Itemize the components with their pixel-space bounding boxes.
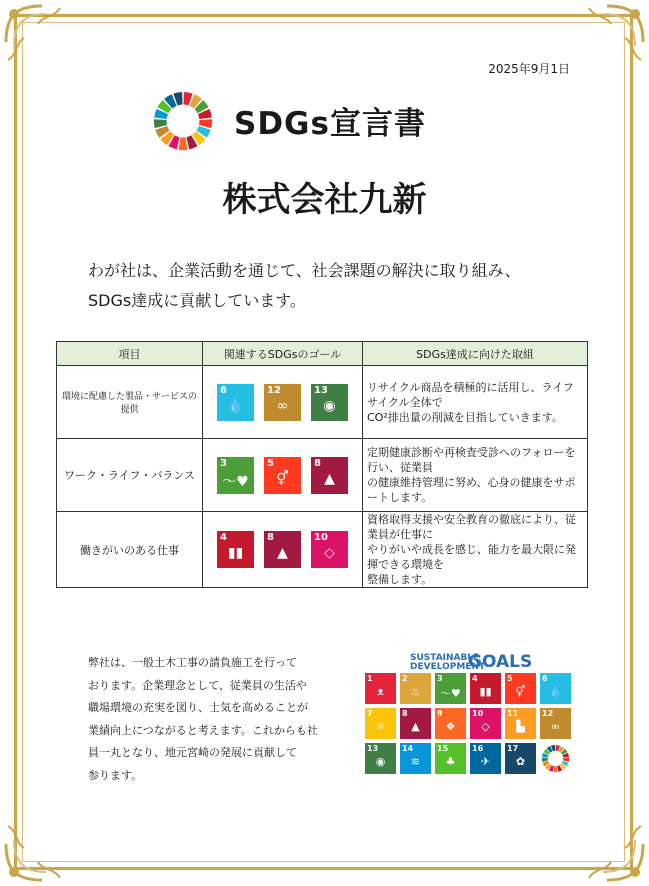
goal-number: 8	[267, 532, 274, 543]
goal-symbol-icon: ◉	[375, 755, 386, 768]
table-row	[57, 512, 588, 588]
goal-number: 5	[267, 457, 274, 469]
goal-symbol-icon: ∞	[276, 397, 289, 414]
closing-line: 弊社は、一般土木工事の請負施工を行って	[88, 656, 297, 669]
goal-number: 17	[507, 744, 519, 753]
row-goals	[203, 512, 363, 588]
goal-symbol-icon: ▙	[516, 720, 525, 733]
row-goals	[203, 366, 363, 439]
goal-number: 4	[472, 674, 478, 683]
goal-symbol-icon: ◇	[324, 545, 335, 561]
sdg-goal-icon	[217, 457, 254, 494]
sdg-goal-icon	[311, 531, 348, 568]
closing-statement	[88, 652, 320, 787]
row-goals	[203, 439, 363, 512]
goal-icons	[207, 384, 358, 421]
goal-number: 9	[437, 709, 443, 718]
goal-number: 8	[314, 457, 321, 469]
document-date: 2025年9月1日	[488, 62, 570, 76]
goal-number: 7	[367, 709, 373, 718]
goal-number: 1	[367, 674, 373, 683]
sdgs-goals-grid	[365, 673, 571, 774]
sdg-goal-tile	[435, 673, 466, 704]
sdg-goal-tile	[470, 743, 501, 774]
row-item: 環境に配慮した製品・サービスの提供	[57, 366, 203, 439]
goal-number: 16	[472, 744, 484, 753]
row-item: ワーク・ライフ・バランス	[57, 439, 203, 512]
goal-symbol-icon: 💧	[226, 397, 245, 414]
action-line: リサイクル商品を積極的に活用し、ライフサイクル全体で	[367, 380, 574, 409]
logo-goals-text: GOALS	[468, 652, 533, 672]
goal-number: 10	[472, 709, 484, 718]
sdg-goal-icon	[311, 457, 348, 494]
sdg-goal-icon	[217, 531, 254, 568]
header-goals: 関連するSDGsのゴール	[203, 342, 363, 366]
goal-number: 15	[437, 744, 449, 753]
intro-line: SDGs達成に貢献しています。	[88, 291, 306, 310]
logo-line-development: DEVELOPMENT	[410, 662, 486, 672]
goal-symbol-icon: ⚥	[276, 470, 289, 487]
goal-number: 4	[220, 532, 227, 543]
sdg-goal-tile	[505, 743, 536, 774]
goal-number: 11	[507, 709, 519, 718]
closing-line: 参ります。	[88, 768, 143, 782]
goal-number: 13	[314, 384, 328, 396]
sdg-goal-tile	[435, 743, 466, 774]
header-item: 項目	[57, 342, 203, 366]
company-name: 株式会社九新	[222, 180, 427, 220]
closing-line: 員一丸となり、地元宮崎の発展に貢献して	[88, 746, 297, 759]
sdg-goal-tile	[540, 708, 571, 739]
corner-flourish-icon	[2, 814, 72, 884]
goal-symbol-icon: ☼	[375, 720, 386, 733]
action-line: 整備します。	[367, 573, 433, 586]
goal-icons	[207, 531, 358, 568]
sdg-goal-icon	[264, 384, 301, 421]
sdg-goal-tile	[435, 708, 466, 739]
sdg-goal-tile	[505, 708, 536, 739]
wheel-segment	[553, 766, 557, 772]
action-line: 資格取得支援や安全教育の徹底により、従業員が仕事に	[367, 513, 576, 541]
goal-symbol-icon: ▲	[411, 720, 420, 733]
document-heading: SDGs宣言書	[234, 106, 426, 142]
action-line: の健康維持管理に努め、心身の健康をサポートします。	[367, 476, 576, 504]
action-line: CO²排出量の削減を目指していきます。	[367, 410, 563, 424]
goal-number: 8	[402, 709, 408, 718]
goal-symbol-icon: ∞	[550, 720, 561, 733]
sdgs-wheel-icon	[540, 743, 571, 774]
row-actions	[363, 512, 588, 588]
goal-symbol-icon: ▲	[324, 470, 335, 487]
table-row	[57, 366, 588, 439]
goal-symbol-icon: 〜♥	[222, 473, 249, 490]
sdg-goal-tile	[365, 673, 396, 704]
sdg-goal-icon	[217, 384, 254, 421]
goal-number: 6	[220, 384, 227, 396]
goal-symbol-icon: ◇	[481, 720, 490, 733]
sdgs-wheel-icon	[152, 90, 214, 152]
goal-symbol-icon: 〜♥	[440, 687, 461, 700]
sdgs-goals-logo	[410, 652, 533, 672]
goal-symbol-icon: ❖	[445, 720, 456, 733]
goal-symbol-icon: ▮▮	[227, 545, 244, 561]
goal-number: 2	[402, 674, 408, 683]
goal-symbol-icon: ≋	[410, 755, 421, 768]
sdg-goal-icon	[264, 531, 301, 568]
goal-number: 10	[314, 532, 328, 543]
corner-flourish-icon	[2, 2, 72, 72]
sdg-goal-icon	[264, 457, 301, 494]
table-row	[57, 439, 588, 512]
closing-line: 職場環境の充実を図り、士気を高めることが	[88, 701, 308, 714]
goal-symbol-icon: ✿	[515, 755, 526, 768]
closing-line: おります。企業理念として、従業員の生活や	[88, 678, 307, 692]
goal-symbol-icon: ♨	[410, 685, 421, 698]
goal-symbol-icon: 💧	[548, 685, 563, 698]
goal-symbol-icon: ▮▮	[479, 685, 492, 698]
goal-symbol-icon: ◉	[323, 397, 336, 414]
corner-flourish-icon	[577, 814, 647, 884]
sdg-goal-tile	[400, 673, 431, 704]
goal-number: 12	[542, 709, 554, 718]
goal-symbol-icon: ⚥	[515, 685, 526, 698]
intro-statement	[88, 256, 578, 316]
sdg-goal-tile	[400, 743, 431, 774]
sdg-goal-tile	[470, 708, 501, 739]
goal-symbol-icon: ᴥ	[377, 685, 384, 698]
goal-number: 13	[367, 744, 379, 753]
sdgs-goals-table	[56, 341, 588, 588]
sdg-goal-tile	[365, 743, 396, 774]
sdg-goal-tile	[365, 708, 396, 739]
intro-line: わが社は、企業活動を通じて、社会課題の解決に取り組み、	[88, 261, 521, 280]
row-item: 働きがいのある仕事	[57, 512, 203, 588]
row-actions	[363, 366, 588, 439]
sdg-goal-tile	[400, 708, 431, 739]
logo-line-sustainable: SUSTAINABLE	[410, 653, 480, 663]
goal-number: 12	[267, 384, 281, 396]
closing-line: 業績向上につながると考えます。これからも社	[88, 723, 318, 737]
goal-symbol-icon: ▲	[277, 545, 288, 561]
goal-number: 5	[507, 674, 513, 683]
sdg-goal-tile	[505, 673, 536, 704]
goal-number: 3	[220, 457, 227, 469]
goal-symbol-icon: ✈	[480, 755, 491, 768]
action-line: やりがいや成長を感じ、能力を最大限に発揮できる環境を	[367, 543, 576, 571]
action-line: 定期健康診断や再検査受診へのフォローを行い、従業員	[367, 446, 576, 474]
corner-flourish-icon	[577, 2, 647, 72]
sdg-goal-tile	[540, 673, 571, 704]
goal-icons	[207, 457, 358, 494]
table-header-row	[57, 342, 588, 366]
sdg-goal-tile	[470, 673, 501, 704]
goal-number: 3	[437, 674, 443, 683]
goal-symbol-icon: ♣	[445, 755, 456, 768]
sdg-goal-icon	[311, 384, 348, 421]
goal-number: 6	[542, 674, 548, 683]
wheel-segment	[179, 137, 188, 150]
header-actions: SDGs達成に向けた取組	[363, 342, 588, 366]
row-actions	[363, 439, 588, 512]
goal-number: 14	[402, 744, 414, 753]
